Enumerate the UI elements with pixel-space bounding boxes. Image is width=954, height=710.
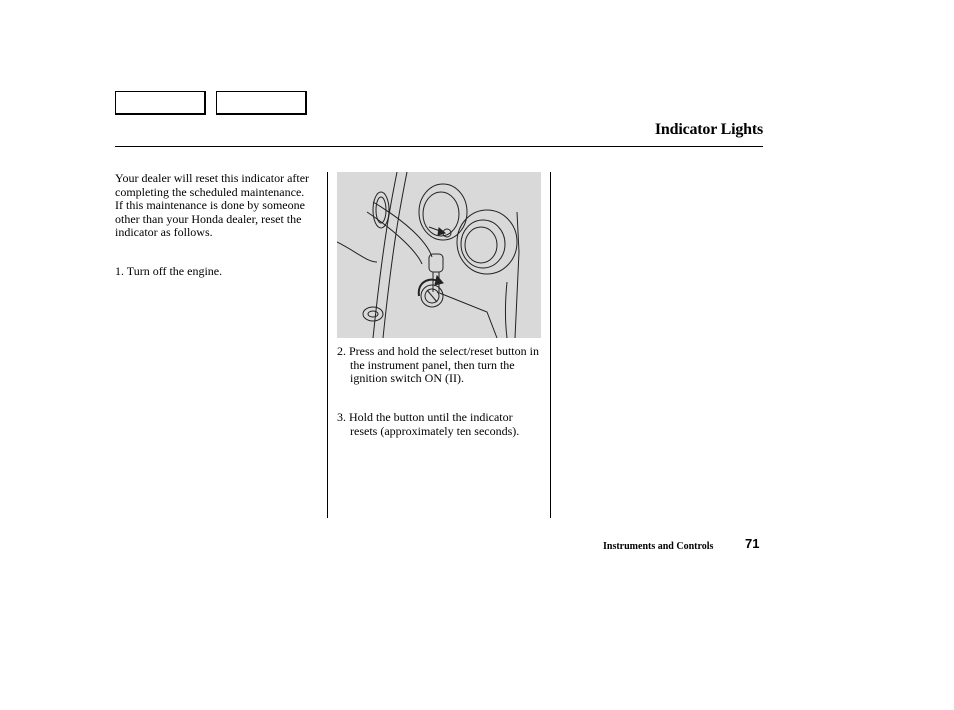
page-number: 71 bbox=[745, 536, 760, 551]
instrument-panel-ignition-illustration-icon bbox=[337, 172, 541, 338]
step-1: 1. Turn off the engine. bbox=[115, 264, 223, 278]
step-3: 3. Hold the button until the indicator resets (approximately ten seconds). bbox=[337, 410, 520, 438]
nav-button-contents[interactable] bbox=[115, 91, 206, 115]
footer-section-label: Instruments and Controls bbox=[603, 541, 714, 552]
step-2: 2. Press and hold the select/reset button in the instrument panel, then turn the ignition switch ON (II). bbox=[337, 344, 539, 385]
column-divider-left bbox=[327, 172, 328, 518]
intro-paragraph: Your dealer will reset this indicator after completing the scheduled maintenance. If this maintenance is done by someone other than your Honda dealer, reset the indicator as follows. bbox=[115, 171, 310, 239]
instrument-panel-illustration bbox=[337, 172, 541, 338]
page-title: Indicator Lights bbox=[654, 121, 763, 138]
nav-button-index[interactable] bbox=[216, 91, 307, 115]
column-divider-right bbox=[550, 172, 551, 518]
title-divider bbox=[115, 146, 763, 147]
